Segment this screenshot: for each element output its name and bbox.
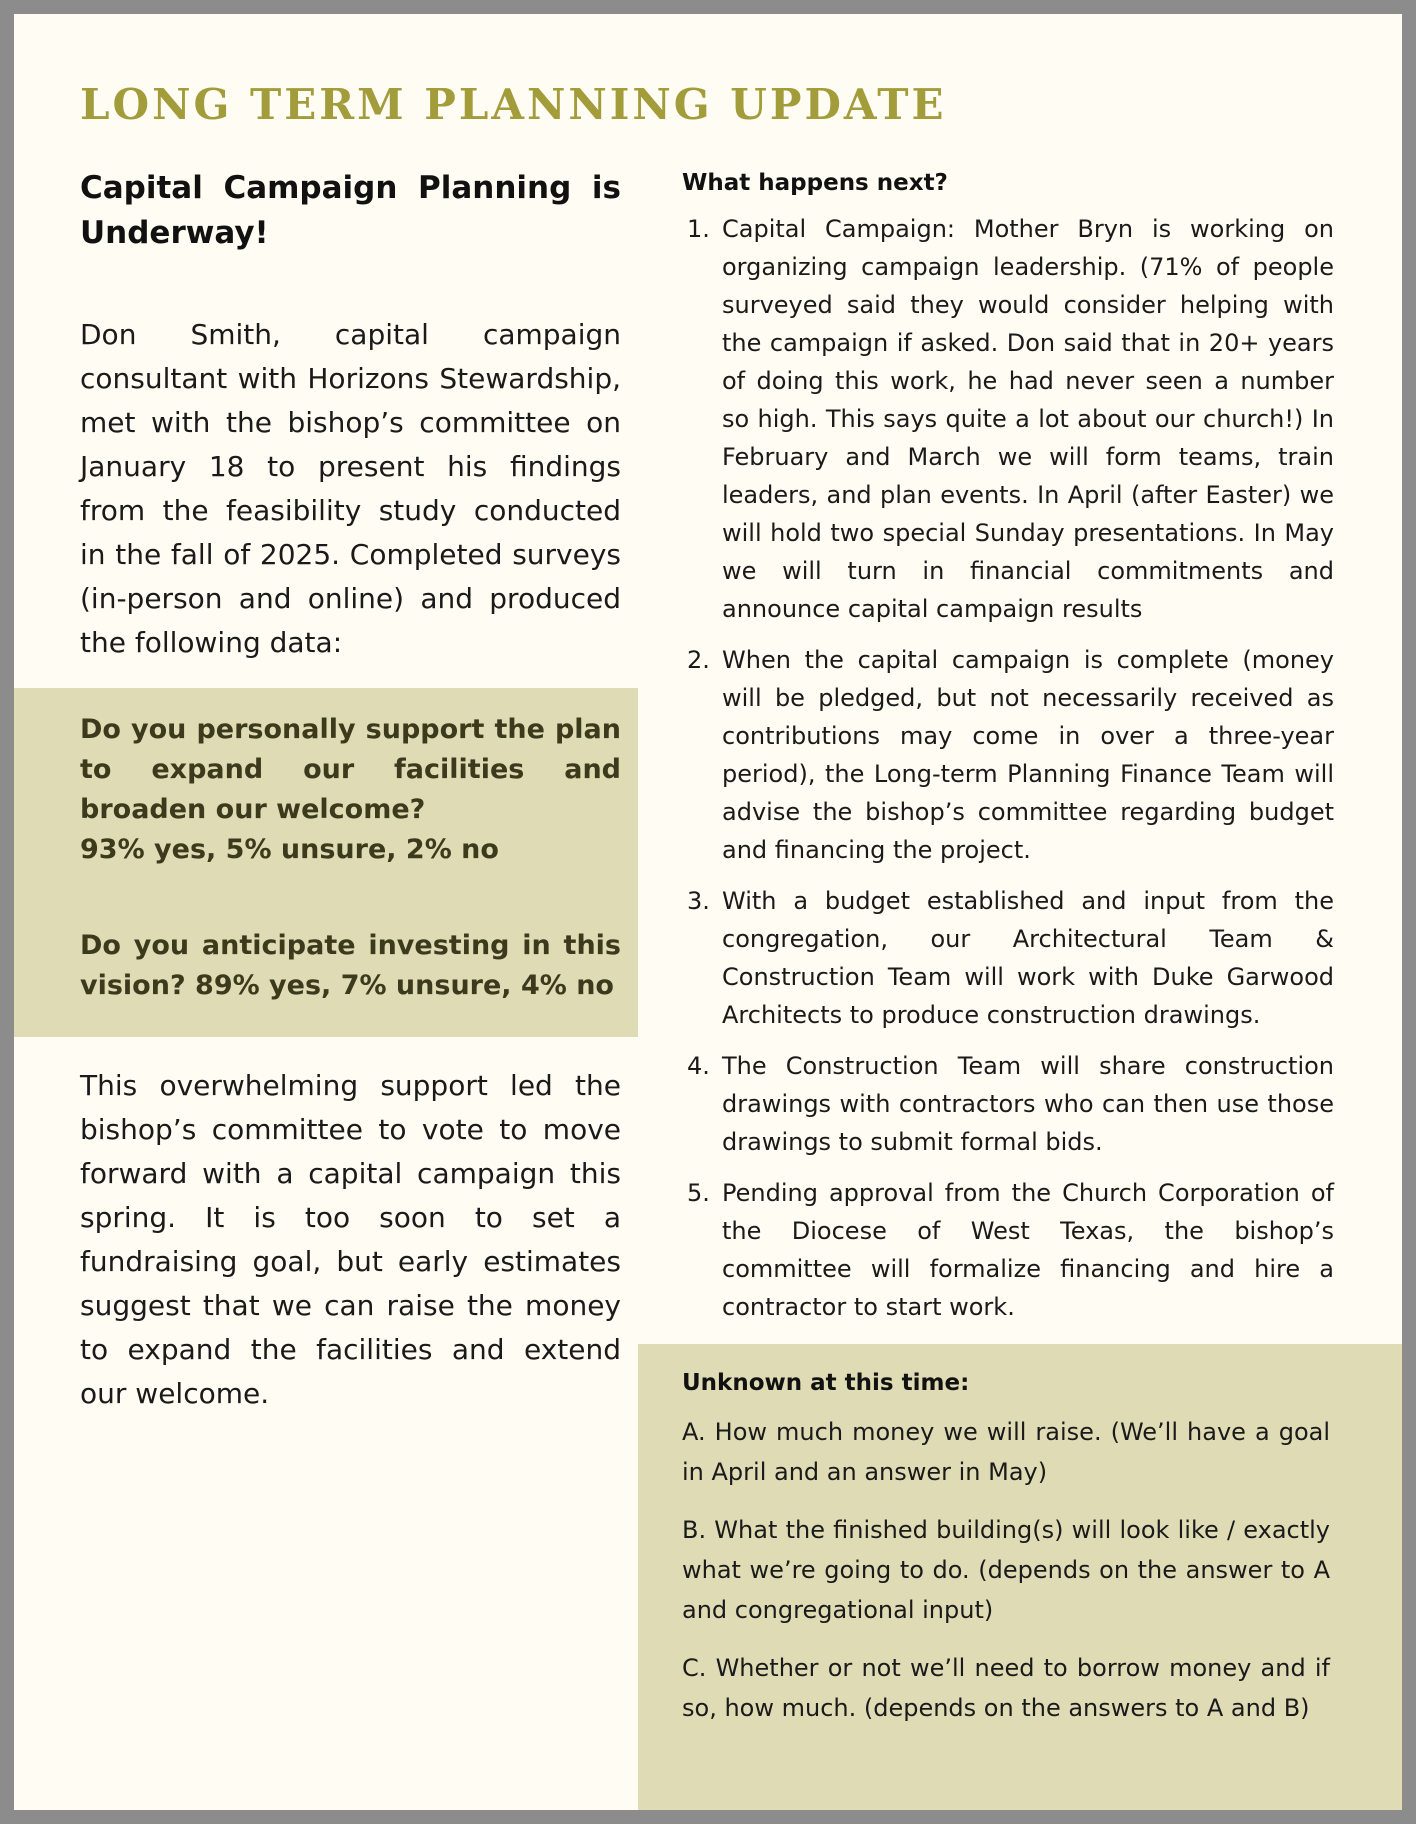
unknown-item-b: B. What the finished building(s) will look like / exactly what we’re going to do. (depends on the answer to A and congregational input) (682, 1516, 1330, 1624)
newsletter-page (14, 14, 1402, 1810)
survey-results-box (14, 688, 638, 1037)
survey-question-1 (80, 710, 621, 870)
survey-answer-1: 93% yes, 5% unsure, 2% no (80, 834, 499, 865)
campaign-heading: Capital Campaign Planning is Underway! (80, 170, 621, 251)
step-text: Capital Campaign: Mother Bryn is working on organizing campaign leadership. (71% of people surveyed said they would consider helping with the campaign if asked. Don said that in 20+ years of doing this work, he had never seen a number so high. This says quite a lot about our church!) In February and March we will form teams, train leaders, and plan events. In April (after Easter) we will hold two special Sunday presentations. In May we will turn in financial commitments and announce capital campaign results (722, 215, 1334, 623)
survey-question-2 (80, 926, 621, 1006)
step-number: 1. (687, 215, 710, 243)
step-text: The Construction Team will share construction drawings with contractors who can then use those drawings to submit formal bids. (722, 1052, 1334, 1156)
step-number: 2. (687, 646, 710, 674)
next-steps-heading: What happens next? (682, 170, 948, 196)
next-steps-list (682, 210, 1334, 1326)
step-number: 3. (687, 887, 710, 915)
unknown-item-c: C. Whether or not we’ll need to borrow money and if so, how much. (depends on the answers to A and B) (682, 1654, 1330, 1722)
page-title: LONG TERM PLANNING UPDATE (80, 80, 947, 129)
step-text: With a budget established and input from the congregation, our Architectural Team & Construction Team will work with Duke Garwood Architects to produce construction drawings. (722, 887, 1334, 1029)
step-text: When the capital campaign is complete (money will be pledged, but not necessarily received as contributions may come in over a three-year period), the Long-term Planning Finance Team will advise the bishop’s committee regarding budget and financing the project. (722, 646, 1334, 864)
closing-paragraph: This overwhelming support led the bishop’s committee to vote to move forward with a capital campaign this spring. It is too soon to set a fundraising goal, but early estimates suggest that we can raise the money to expand the facilities and extend our welcome. (80, 1069, 621, 1410)
step-item (682, 641, 1334, 869)
step-item (682, 210, 1334, 628)
step-text: Pending approval from the Church Corporation of the Diocese of West Texas, the bishop’s committee will formalize financing and hire a contractor to start work. (722, 1179, 1334, 1321)
unknown-box (638, 1344, 1402, 1810)
left-column (80, 166, 621, 256)
step-item (682, 1047, 1334, 1161)
survey-answer-2: 89% yes, 7% unsure, 4% no (195, 970, 614, 1001)
right-column (682, 166, 1334, 1339)
step-number: 5. (687, 1179, 710, 1207)
survey-question-2-text: Do you anticipate investing in this vision? (80, 930, 621, 1001)
unknown-heading: Unknown at this time: (682, 1370, 970, 1396)
unknown-content (682, 1366, 1330, 1746)
step-number: 4. (687, 1052, 710, 1080)
intro-paragraph: Don Smith, capital campaign consultant with Horizons Stewardship, met with the bishop’s committee on January 18 to present his findings from the feasibility study conducted in the fall of 2025. Completed surveys (in-person and online) and produced the following data: (80, 318, 621, 659)
step-item (682, 882, 1334, 1034)
unknown-item-a: A. How much money we will raise. (We’ll have a goal in April and an answer in May) (682, 1418, 1330, 1486)
step-item (682, 1174, 1334, 1326)
survey-question-1-text: Do you personally support the plan to expand our facilities and broaden our welcome? (80, 714, 621, 825)
